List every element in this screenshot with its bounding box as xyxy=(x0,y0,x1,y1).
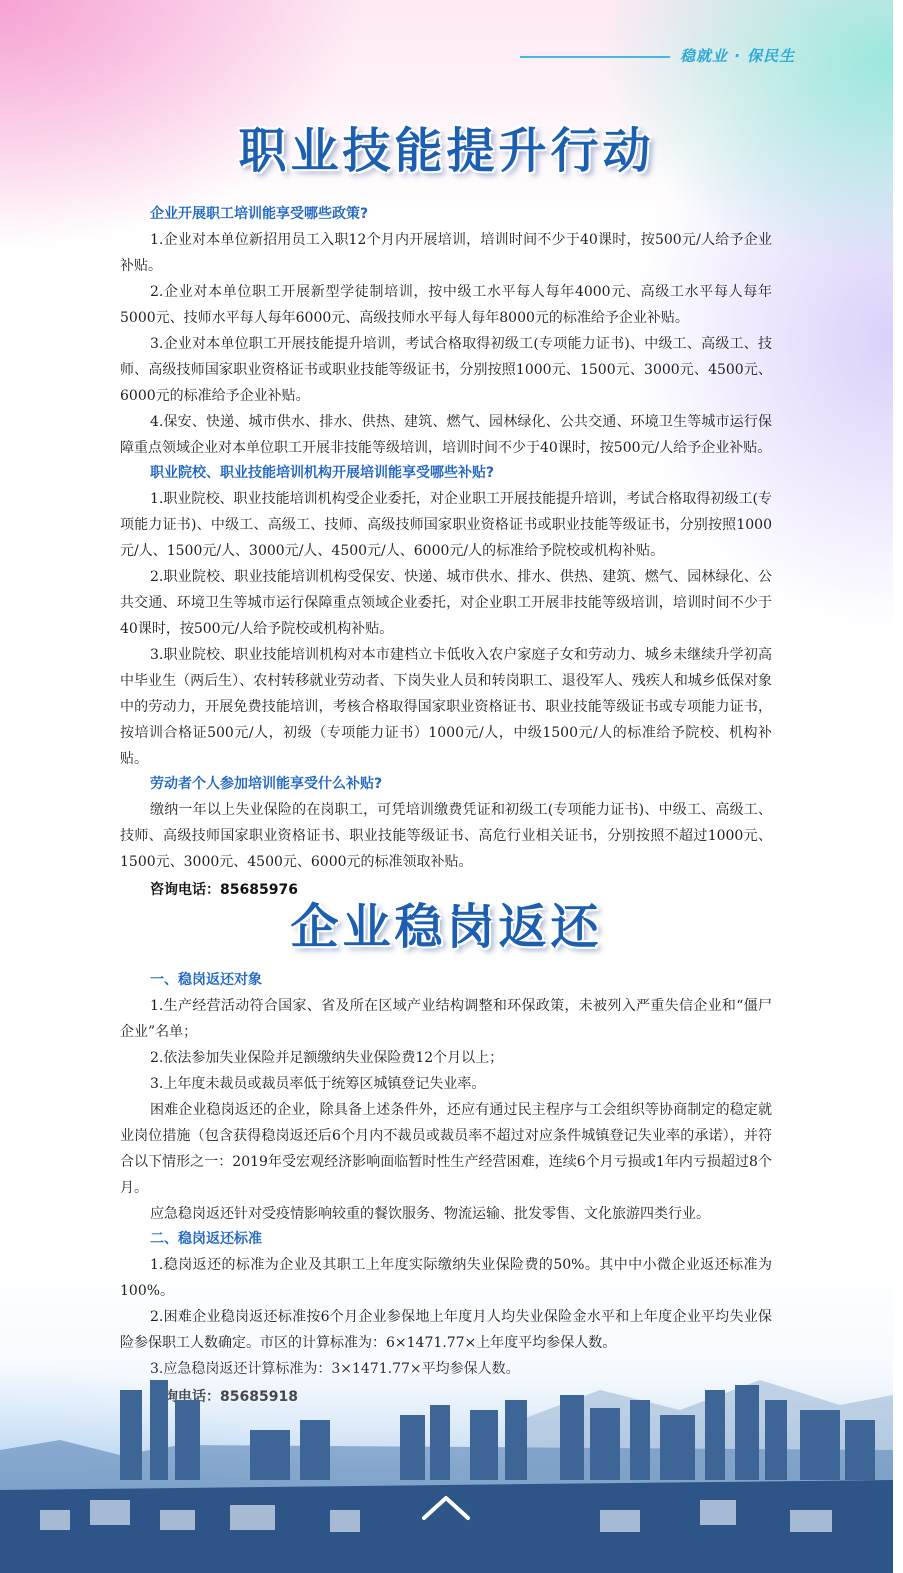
slogan: 稳就业 · 保民生 xyxy=(680,47,796,65)
question-return-targets: 一、稳岗返还对象 xyxy=(150,972,262,988)
paragraph: 4.保安、快递、城市供水、排水、供热、建筑、燃气、园林绿化、公共交通、环境卫生等城市运行保障重点领域企业对本单位职工开展非技能等级培训，培训时间不少于40课时，按500元/人给予企业补贴。 xyxy=(120,414,772,456)
paragraph: 应急稳岗返还针对受疫情影响较重的餐饮服务、物流运输、批发零售、文化旅游四类行业。 xyxy=(150,1206,710,1222)
chevron-up-icon[interactable] xyxy=(420,1492,472,1522)
paragraph: 1.稳岗返还的标准为企业及其职工上年度实际缴纳失业保险费的50%。其中中小微企业返还标准为100%。 xyxy=(120,1257,772,1299)
paragraph: 2.困难企业稳岗返还标准按6个月企业参保地上年度月人均失业保险金水平和上年度企业平均失业保险参保职工人数确定。市区的计算标准为：6×1471.77×上年度平均参保人数。 xyxy=(120,1309,772,1351)
contact-phone: 咨询电话：85685976 xyxy=(150,882,298,898)
paragraph: 2.企业对本单位职工开展新型学徒制培训，按中级工水平每人每年4000元、高级工水平每人每年5000元、技师水平每人每年6000元、高级技师水平每人每年8000元的标准给予企业补贴。 xyxy=(120,284,772,326)
paragraph: 1.职业院校、职业技能培训机构受企业委托，对企业职工开展技能提升培训，考试合格取得初级工(专项能力证书)、中级工、高级工、技师、高级技师国家职业资格证书或职业技能等级证书，分别按照1000元/人、1500元/人、3000元/人、4500元/人、6000元/人的标准给予院校或机构补贴。 xyxy=(120,491,772,559)
paragraph: 困难企业稳岗返还的企业，除具备上述条件外，还应有通过民主程序与工会组织等协商制定的稳定就业岗位措施（包含获得稳岗返还后6个月内不裁员或裁员率不超过对应条件城镇登记失业率的承诺），并符合以下情形之一：2019年受宏观经济影响面临暂时性生产经营困难，连续6个月亏损或1年内亏损超过8个月。 xyxy=(120,1102,772,1196)
paragraph: 1.生产经营活动符合国家、省及所在区域产业结构调整和环保政策，未被列入严重失信企业和“僵尸企业”名单； xyxy=(120,998,772,1040)
paragraph: 3.企业对本单位职工开展技能提升培训，考试合格取得初级工(专项能力证书)、中级工、高级工、技师、高级技师国家职业资格证书或职业技能等级证书，分别按照1000元、1500元、3000元、4500元、6000元的标准给予企业补贴。 xyxy=(120,336,772,404)
question-individual-training: 劳动者个人参加培训能享受什么补贴? xyxy=(150,776,383,792)
paragraph: 1.企业对本单位新招用员工入职12个月内开展培训，培训时间不少于40课时，按500元/人给予企业补贴。 xyxy=(120,232,772,274)
section-title-skills: 职业技能提升行动 xyxy=(238,123,655,179)
paragraph: 2.职业院校、职业技能培训机构受保安、快递、城市供水、排水、供热、建筑、燃气、园林绿化、公共交通、环境卫生等城市运行保障重点领域企业委托，对企业职工开展非技能等级培训，培训时间不少于40课时，按500元/人给予院校或机构补贴。 xyxy=(120,569,772,637)
paragraph: 缴纳一年以上失业保险的在岗职工，可凭培训缴费凭证和初级工(专项能力证书)、中级工、高级工、技师、高级技师国家职业资格证书、职业技能等级证书、高危行业相关证书，分别按照不超过1000元、1500元、3000元、4500元、6000元的标准领取补贴。 xyxy=(120,802,772,870)
question-institution-training: 职业院校、职业技能培训机构开展培训能享受哪些补贴? xyxy=(150,465,495,481)
question-return-standard: 二、稳岗返还标准 xyxy=(150,1231,262,1247)
section-title-job-stability: 企业稳岗返还 xyxy=(290,899,603,955)
slogan-divider xyxy=(520,56,670,58)
paragraph: 2.依法参加失业保险并足额缴纳失业保险费12个月以上； xyxy=(150,1050,504,1066)
job-stability-section-body xyxy=(120,968,772,1412)
right-edge xyxy=(893,0,903,1573)
paragraph: 3.职业院校、职业技能培训机构对本市建档立卡低收入农户家庭子女和劳动力、城乡未继续升学初高中毕业生（两后生）、农村转移就业劳动者、下岗失业人员和转岗职工、退役军人、残疾人和城乡低保对象中的劳动力，开展免费技能培训，考核合格取得国家职业资格证书、职业技能等级证书或专项能力证书，按培训合格证500元/人，初级（专项能力证书）1000元/人，中级1500元/人的标准给予院校、机构补贴。 xyxy=(120,647,772,767)
question-enterprise-training: 企业开展职工培训能享受哪些政策? xyxy=(150,206,369,222)
skills-section-body xyxy=(120,202,772,905)
city-skyline-illustration xyxy=(0,1360,893,1573)
paragraph: 3.上年度未裁员或裁员率低于统筹区城镇登记失业率。 xyxy=(150,1076,486,1092)
